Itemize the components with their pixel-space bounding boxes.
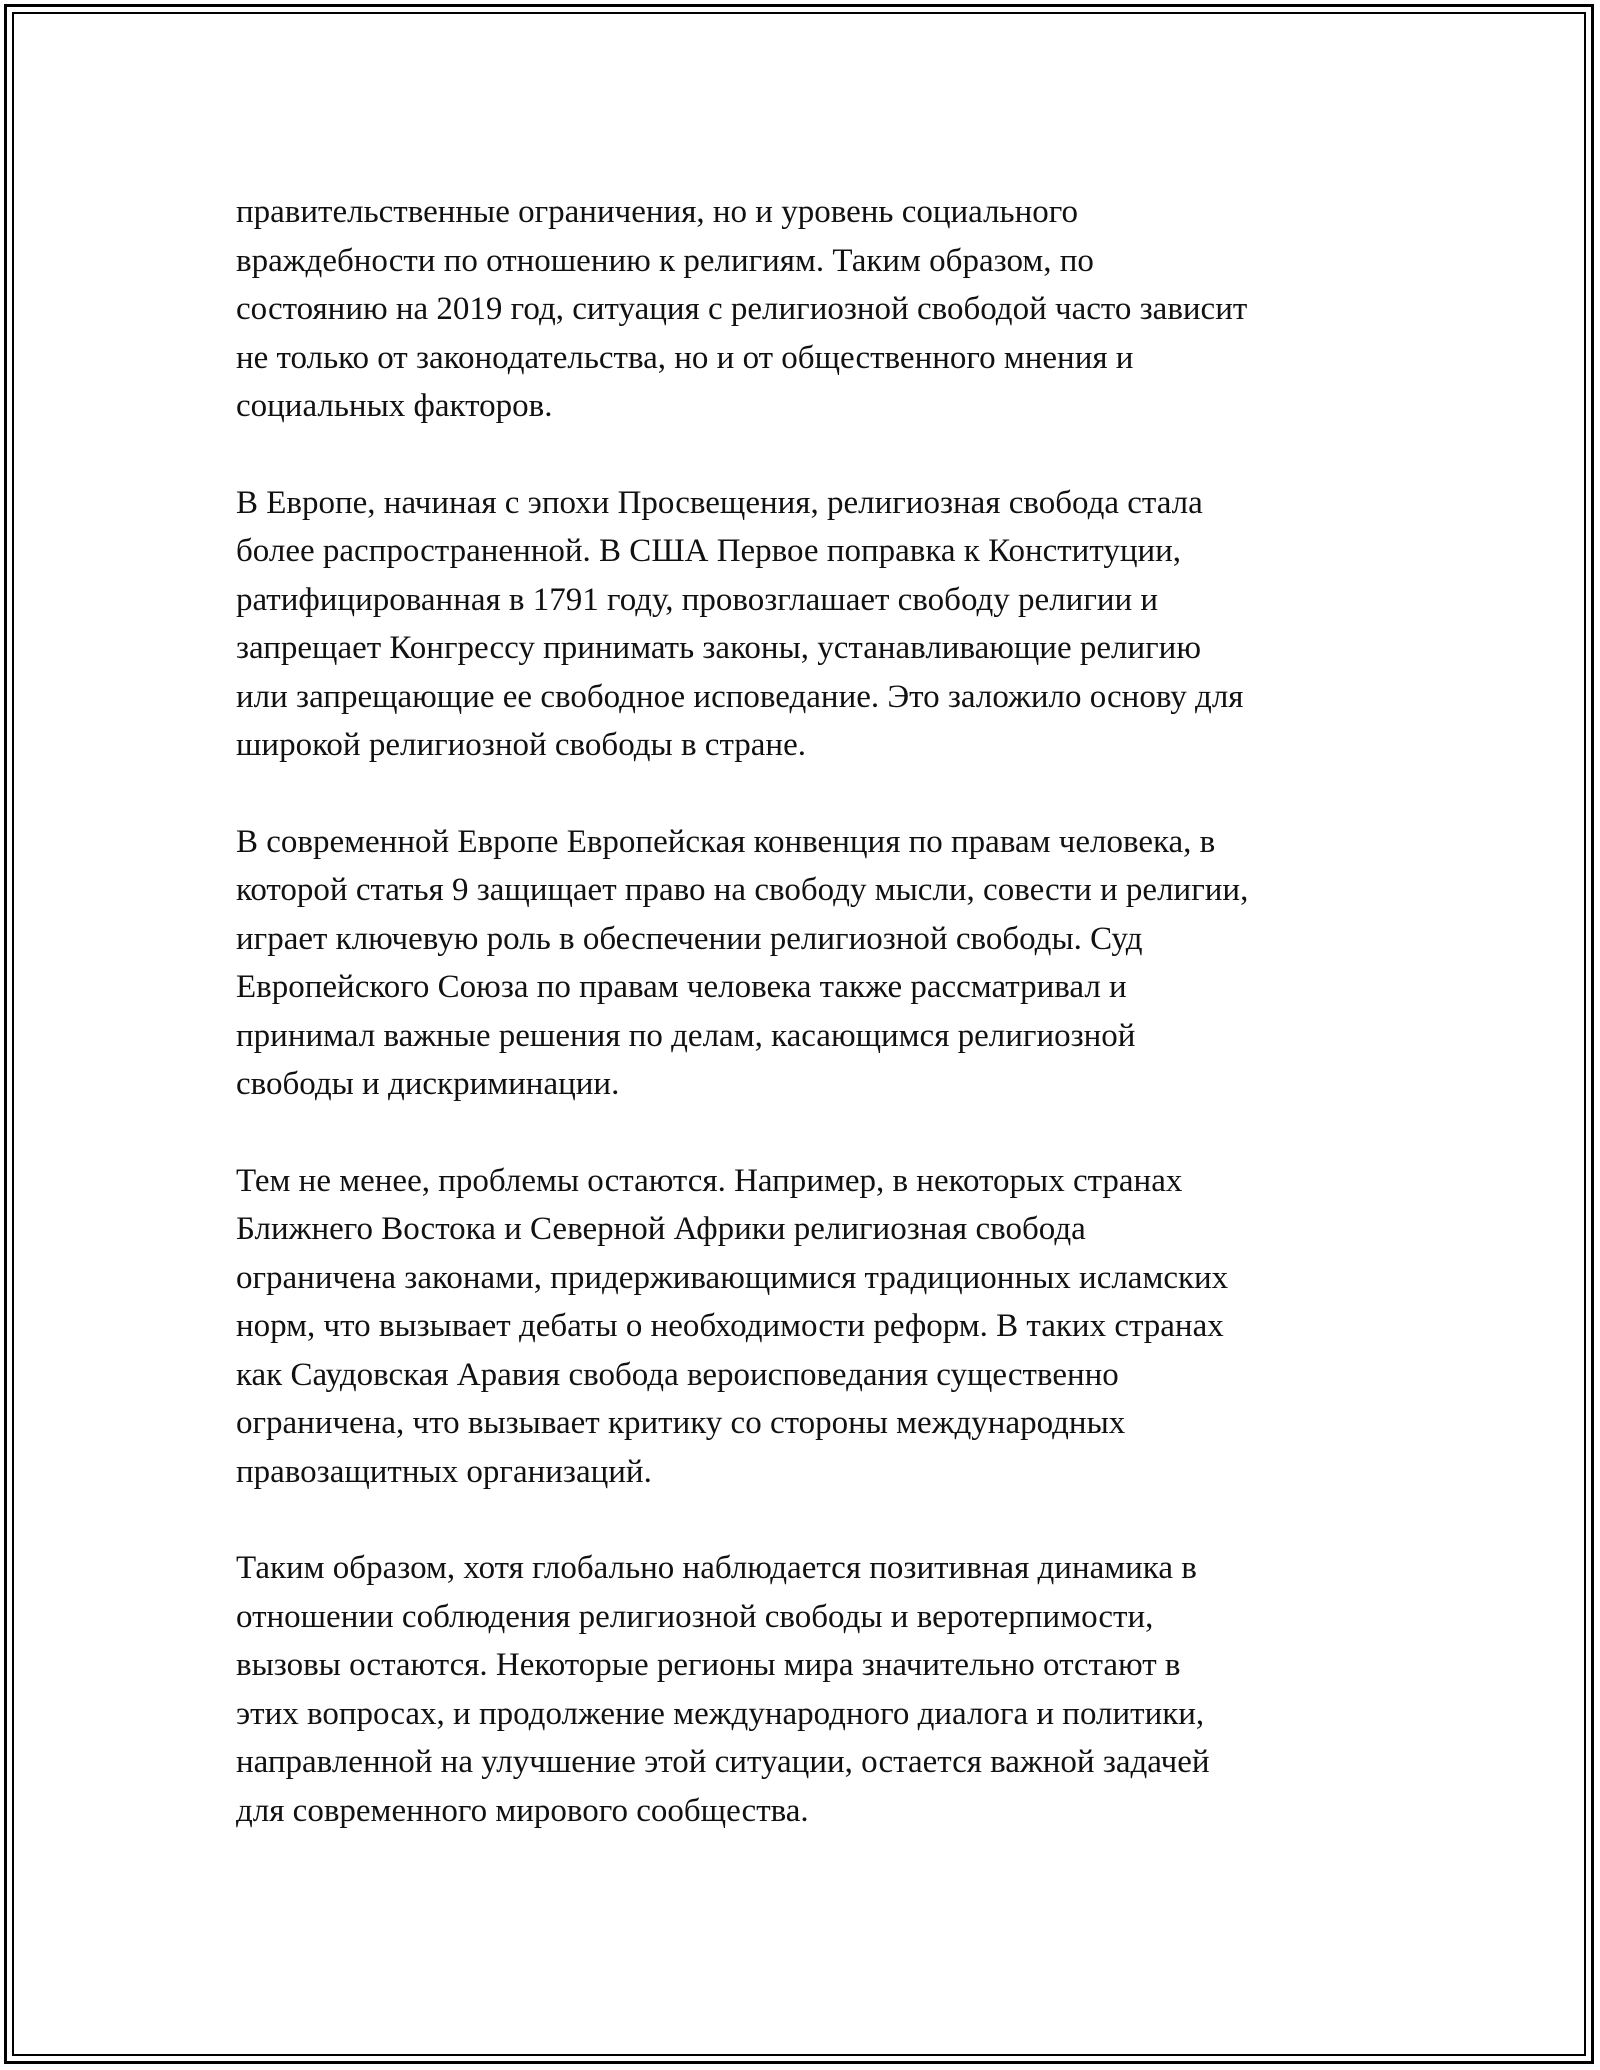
paragraph [236, 818, 1376, 1109]
text-line: Таким образом, хотя глобально наблюдается позитивная динамика в [236, 1550, 1197, 1586]
text-line: широкой религиозной свободы в стране. [236, 727, 806, 763]
document-body [236, 188, 1376, 1883]
text-line: как Саудовская Аравия свобода вероисповедания существенно [236, 1356, 1119, 1393]
paragraph [236, 1157, 1376, 1497]
text-line: вызовы остаются. Некоторые регионы мира значительно отстают в [236, 1647, 1181, 1683]
text-line: ограничена, что вызывает критику со стороны международных [236, 1405, 1126, 1441]
text-line: этих вопросах, и продолжение международного диалога и политики, [236, 1695, 1205, 1732]
text-line: правозащитных организаций. [236, 1453, 652, 1490]
paragraph [236, 479, 1376, 770]
paragraph [236, 1544, 1376, 1835]
text-line: отношении соблюдения религиозной свободы и веротерпимости, [236, 1598, 1154, 1635]
text-line: ратифицированная в 1791 году, провозглашает свободу религии и [236, 581, 1159, 618]
text-line: которой статья 9 защищает право на свободу мысли, совести и религии, [236, 872, 1249, 908]
paragraph [236, 188, 1376, 431]
text-line: В современной Европе Европейская конвенция по правам человека, в [236, 823, 1216, 860]
text-line: для современного мирового сообщества. [236, 1792, 809, 1829]
text-line: Ближнего Востока и Северной Африки религиозная свобода [236, 1211, 1086, 1247]
text-line: враждебности по отношению к религиям. Таким образом, по [236, 242, 1094, 279]
text-line: ограничена законами, придерживающимися традиционных исламских [236, 1259, 1229, 1296]
text-line: социальных факторов. [236, 388, 553, 424]
text-line: более распространенной. В США Первое поправка к Конституции, [236, 533, 1182, 569]
text-line: В Европе, начиная с эпохи Просвещения, религиозная свобода стала [236, 484, 1203, 521]
text-line: принимал важные решения по делам, касающимся религиозной [236, 1017, 1136, 1054]
text-line: норм, что вызывает дебаты о необходимости реформ. В таких странах [236, 1308, 1224, 1344]
text-line: направленной на улучшение этой ситуации, остается важной задачей [236, 1744, 1210, 1780]
text-line: играет ключевую роль в обеспечении религиозной свободы. Суд [236, 920, 1143, 957]
text-line: свободы и дискриминации. [236, 1066, 620, 1102]
text-line: запрещает Конгрессу принимать законы, устанавливающие религию [236, 630, 1201, 666]
text-line: Тем не менее, проблемы остаются. Например, в некоторых странах [236, 1162, 1183, 1199]
text-line: не только от законодательства, но и от общественного мнения и [236, 339, 1134, 376]
text-line: или запрещающие ее свободное исповедание. Это заложило основу для [236, 678, 1244, 715]
text-line: Европейского Союза по правам человека также рассматривал и [236, 969, 1127, 1005]
text-line: состоянию на 2019 год, ситуация с религиозной свободой часто зависит [236, 291, 1248, 327]
text-line: правительственные ограничения, но и уровень социального [236, 194, 1078, 230]
